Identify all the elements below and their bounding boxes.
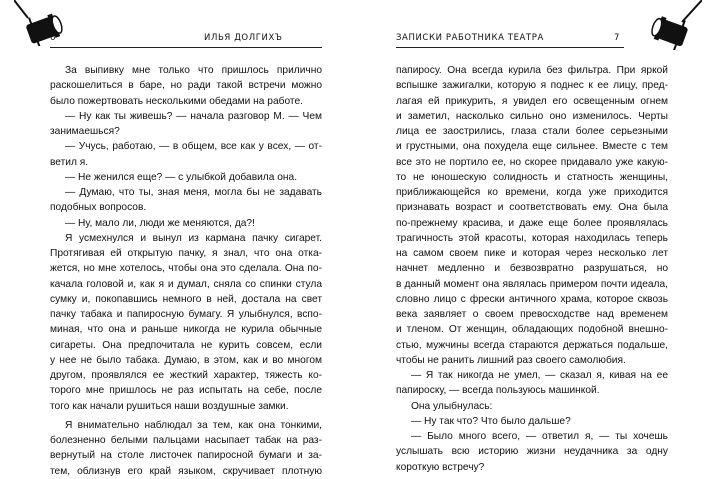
text-line: в данный момент она являлась примером почти идеала,: [396, 278, 668, 290]
text-line: сигареты. Она предпочитала не курить совсем, если: [50, 339, 322, 351]
text-line: качала головой и, как я и думал, сняла со спинки стула: [50, 278, 322, 290]
text-line: лагая ей прикурить, я увидел его освещенным огнем: [396, 95, 668, 107]
left-page: [0, 0, 352, 477]
text-line: — Не женился еще? — с улыбкой добавила она.: [65, 171, 298, 183]
text-line: пачку табака и папиросную бумагу. Я улыбнулся, вспо-: [50, 309, 322, 320]
text-line: Протягивая ей открытую пачку, я знал, что она отка-: [50, 248, 322, 259]
header-rule: [50, 47, 322, 48]
text-line: миная, что она и раньше никогда не курила обычные: [50, 324, 322, 336]
page-number: 6: [50, 33, 57, 43]
text-line: раскошелиться в баре, но ради такой встречи можно: [50, 80, 322, 92]
page-number: 7: [614, 33, 621, 43]
text-line: — Я так никогда не умел, — сказал я, кивая на ее: [411, 370, 668, 381]
text-line: Я усмехнулся и вынул из кармана пачку сигарет.: [65, 232, 322, 244]
text-line: начнет медленно и безвозвратно разрушаться, но: [396, 263, 668, 275]
text-line: вспышке зажигалки, которую я поднес к ее лицу, пред-: [396, 80, 668, 92]
running-head: ИЛЬЯ ДОЛГИХЪ: [204, 33, 283, 43]
text-line: и тленом. От женщин, обладающих подобной внешно-: [396, 324, 668, 336]
text-line: сумку и, покопавшись немного в ней, достала на свет: [50, 293, 322, 305]
text-line: чтобы не ранить лишний раз своего самолюбия.: [396, 354, 626, 366]
running-head: ЗАПИСКИ РАБОТНИКА ТЕАТРА: [396, 33, 544, 43]
text-line: тем, облизнув его край языком, скручивает плотную: [50, 465, 322, 477]
body-text: [396, 63, 668, 475]
text-line: все это не портило ее, но скорее придавало уже какую-: [396, 156, 668, 168]
text-line: на самом своем пике и которая через несколько лет: [396, 248, 668, 259]
text-line: занимаешься?: [50, 126, 120, 137]
text-line: подобных вопросов.: [50, 202, 147, 214]
spotlight-icon: [642, 0, 702, 50]
text-line: ветил я.: [50, 156, 89, 168]
spotlight-icon: [14, 0, 74, 46]
text-line: по-прежнему красива, и даже еще более проявлялась: [396, 217, 668, 229]
text-line: короткую встречу?: [396, 461, 485, 473]
text-line: трагичность этой красоты, которая находилась теперь: [396, 232, 668, 244]
text-line: того как начали рушиться наши воздушные замки.: [50, 400, 289, 412]
text-line: стью, мужчины всегда стараются держаться подальше,: [396, 339, 668, 351]
text-line: торого мне пришлось не раз испытать на себе, после: [50, 385, 322, 397]
text-line: у нее не было табака. Думаю, в этом, как и во многом: [50, 354, 322, 366]
text-line: — Ну, мало ли, люди же меняются, да?!: [65, 217, 255, 229]
text-line: папиросу. Она всегда курила без фильтра. При яркой: [396, 65, 668, 76]
text-line: Я внимательно наблюдал за тем, как она тонкими,: [65, 419, 322, 431]
text-line: — Думаю, что ты, зная меня, могла бы не задавать: [65, 187, 322, 198]
text-line: приближающейся ко времени, когда уже приходится: [396, 187, 668, 198]
text-line: вернутый на столе листочек папиросной бумаги и за-: [50, 450, 322, 462]
text-line: было пожертвовать несколькими обедами на работе.: [50, 95, 303, 107]
text-line: признавать возраст и соответствовать ему. Она была: [396, 202, 668, 214]
header-rule: [396, 47, 624, 48]
text-line: — Учусь, работаю, — в общем, все как у всех, — от-: [65, 141, 322, 153]
text-line: — Ну как ты живешь? — начала разговор М. — Чем: [65, 110, 322, 122]
text-line: словно лицо с фрески античного храма, которое сквозь: [396, 293, 668, 305]
text-line: папироску, — всегда пользуюсь машинкой.: [396, 385, 600, 397]
text-line: За выпивку мне только что пришлось прилично: [65, 65, 322, 76]
text-line: — Было много всего, — ответил я, — ты хочешь: [411, 431, 668, 442]
text-line: и грустными, она похудела еще сильнее. Вместе с тем: [396, 141, 668, 153]
text-line: болезненно белыми пальцами насыпает табак на раз-: [50, 435, 322, 446]
text-line: — Ну так что? Что было дальше?: [411, 415, 571, 427]
body-text: [50, 63, 322, 479]
text-line: Она улыбнулась:: [411, 400, 493, 412]
text-line: то не юношескую солидность и статность женщины,: [396, 171, 668, 183]
text-line: жется, но мне хотелось, чтобы она это сделала. Она по-: [50, 263, 322, 275]
text-line: лица ее заострились, глаза стали более серьезными: [396, 126, 668, 137]
text-line: другом, проявлялся ее жесткий характер, тяжесть ко-: [50, 370, 322, 381]
text-line: века заявляет о своем превосходстве над временем: [396, 309, 668, 320]
text-line: услышать всю историю жизни неудачника за одну: [396, 446, 668, 458]
text-line: и заметил, насколько сильно оно изменилось. Черты: [396, 110, 668, 122]
